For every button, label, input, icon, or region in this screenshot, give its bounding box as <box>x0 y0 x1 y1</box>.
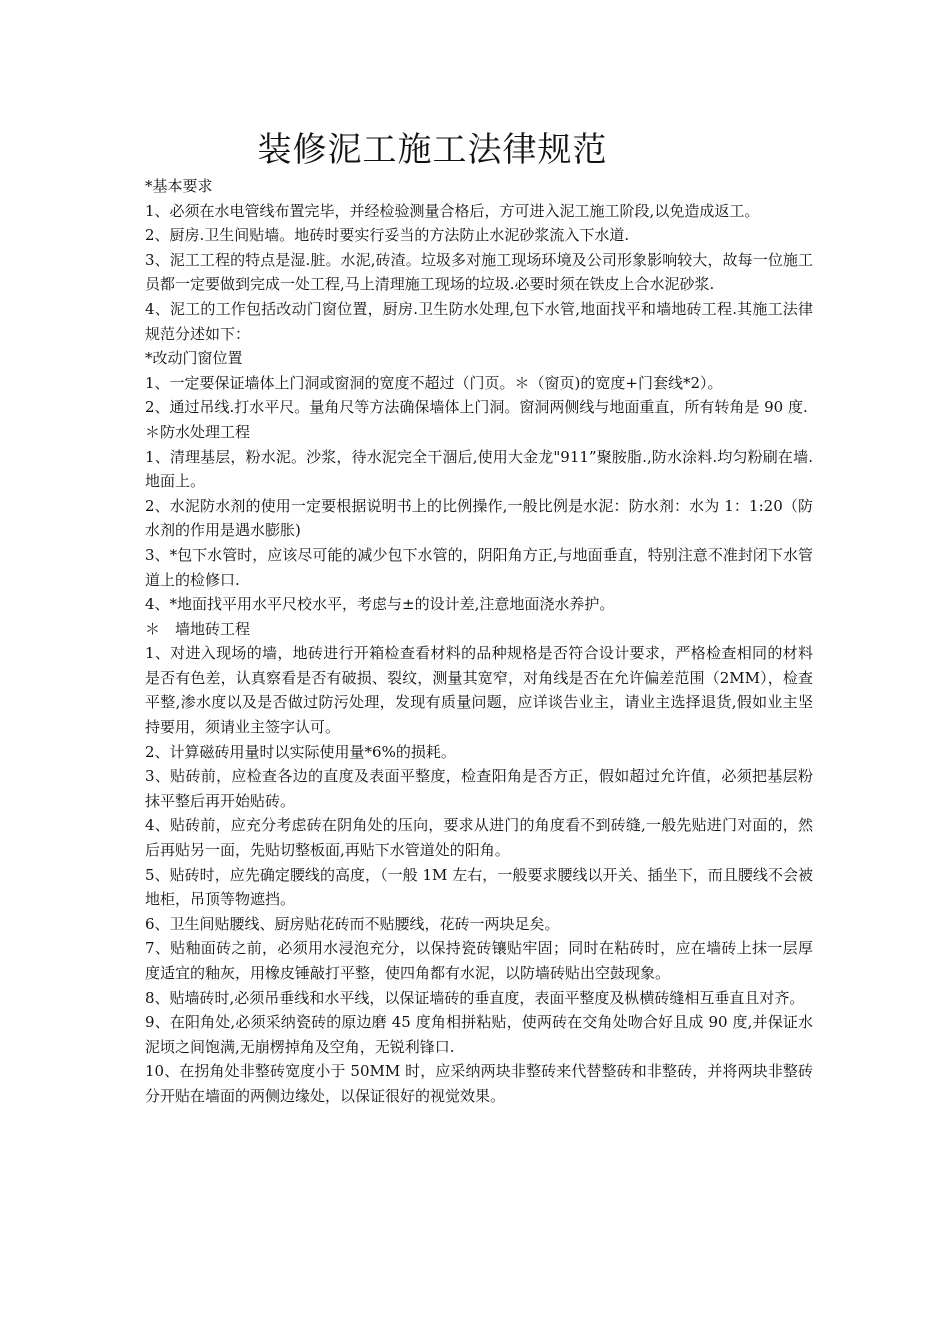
paragraph: 2、计算磁砖用量时以实际使用量*6%的损耗。 <box>145 742 456 761</box>
section-heading: ＊防水处理工程 <box>145 422 251 441</box>
paragraph: 4、泥工的工作包括改动门窗位置，厨房.卫生防水处理,包下水管,地面找平和墙地砖工程.其施工法律规范分述如下： <box>145 299 813 343</box>
document-body <box>145 174 813 1109</box>
paragraph: 1、一定要保证墙体上门洞或窗洞的宽度不超过（门页。＊（窗页)的宽度+门套线*2）。 <box>145 373 723 392</box>
paragraph: 3、泥工工程的特点是湿.脏。水泥,砖渣。垃圾多对施工现场环境及公司形象影响较大，故每一位施工员都一定要做到完成一处工程,马上清理施工现场的垃圾.必要时须在铁皮上合水泥砂浆. <box>145 250 813 294</box>
paragraph: 8、贴墙砖时,必须吊垂线和水平线，以保证墙砖的垂直度，表面平整度及枞横砖缝相互垂直且对齐。 <box>145 988 805 1007</box>
paragraph: 10、在拐角处非整砖宽度小于 50MM 时，应采纳两块非整砖来代替整砖和非整砖，并将两块非整砖分开贴在墙面的两侧边缘处，以保证很好的视觉效果。 <box>145 1062 813 1105</box>
paragraph: 6、卫生间贴腰线、厨房贴花砖而不贴腰线，花砖一两块足矣。 <box>145 914 560 933</box>
section-heading: ＊ 墙地砖工程 <box>145 619 251 638</box>
document-title: 装修泥工施工法律规范 <box>257 130 608 170</box>
paragraph: 1、必须在水电管线布置完毕，并经检验测量合格后，方可进入泥工施工阶段,以免造成返工。 <box>145 201 760 220</box>
paragraph: 1、对进入现场的墙，地砖进行开箱检查看材料的品种规格是否符合设计要求，严格检查相同的材料是否有色差，认真察看是否有破损、裂纹，测量其宽窄，对角线是否在允许偏差范围（2MM），检查平整,渗水度以及是否做过防污处理，发现有质量问题，应详谈告业主，请业主选择退货,假如业主坚持要用，须请业主签字认可。 <box>145 644 813 737</box>
paragraph: 2、厨房.卫生间贴墙。地砖时要实行妥当的方法防止水泥砂浆流入下水道. <box>145 226 630 245</box>
paragraph: 3、*包下水管时，应该尽可能的减少包下水管的，阴阳角方正,与地面垂直，特别注意不准封闭下水管道上的检修口. <box>145 545 813 589</box>
section-heading: *改动门窗位置 <box>145 349 243 368</box>
paragraph: 2、通过吊线.打水平尺。量角尺等方法确保墙体上门洞。窗洞两侧线与地面重直，所有转角是 90 度. <box>145 398 808 417</box>
paragraph: 3、贴砖前，应检查各边的直度及表面平整度，检查阳角是否方正，假如超过允许值，必须把基层粉抹平整后再开始贴砖。 <box>145 767 813 810</box>
section-heading: *基本要求 <box>145 177 213 195</box>
paragraph: 7、贴釉面砖之前，必须用水浸泡充分，以保持瓷砖镶贴牢固；同时在粘砖时，应在墙砖上抹一层厚度适宜的釉灰，用橡皮锤敲打平整，使四角都有水泥，以防墙砖贴出空鼓现象。 <box>145 939 813 982</box>
paragraph: 5、贴砖时，应先确定腰线的高度，（一般 1M 左右，一般要求腰线以开关、插坐下，而且腰线不会被地柜，吊顶等物遮挡。 <box>145 865 813 909</box>
paragraph: 9、在阳角处,必须采纳瓷砖的原边磨 45 度角相拼粘贴，使两砖在交角处吻合好且成 90 度,并保证水泥顷之间饱满,无崩楞掉角及空角，无锐利锋口. <box>145 1013 813 1056</box>
paragraph: 2、水泥防水剂的使用一定要根据说明书上的比例操作,一般比例是水泥：防水剂：水为 1：1:20（防水剂的作用是遇水膨胀) <box>145 496 813 540</box>
paragraph: 4、贴砖前，应充分考虑砖在阴角处的压向，要求从进门的角度看不到砖缝,一般先贴进门对面的，然后再贴另一面，先贴切整板面,再贴下水管道处的阳角。 <box>145 816 813 860</box>
paragraph: 4、*地面找平用水平尺校水平，考虑与±的设计差,注意地面浇水养护。 <box>145 595 615 614</box>
paragraph: 1、清理基层，粉水泥。沙浆，待水泥完全干涸后,使用大金龙"911”聚胺脂.,防水涂料.均匀粉刷在墙.地面上。 <box>145 447 813 491</box>
